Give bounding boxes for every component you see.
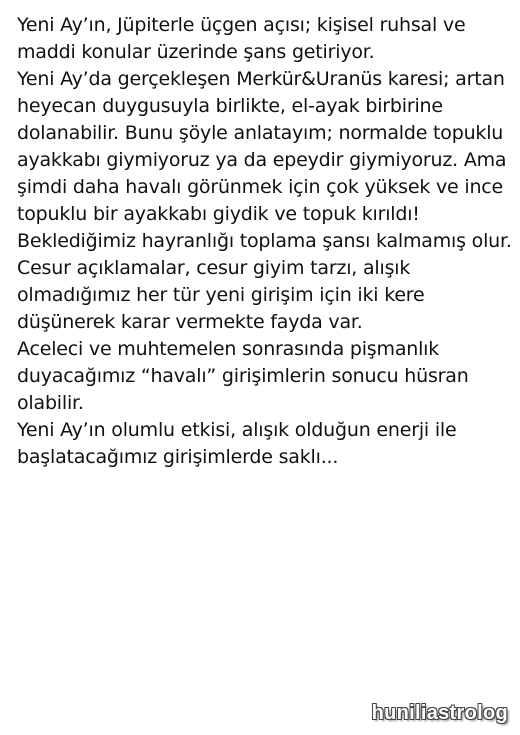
paragraph-hasty-ventures: Aceleci ve muhtemelen sonrasında pişmanlık duyacağımız “havalı” girişimlerin sonucu hüsran olabilir. [17, 338, 469, 414]
paragraph-jupiter-trine: Yeni Ay’ın, Jüpiterle üçgen açısı; kişisel ruhsal ve maddi konular üzerinde şans getiriyor. [17, 14, 466, 63]
paragraph-bold-decisions: Cesur açıklamalar, cesur giyim tarzı, alışık olmadığımız her tür yeni girişim için iki kere düşünerek karar vermekte fayda var. [17, 257, 425, 333]
paragraph-mercury-uranus-square: Yeni Ay’da gerçekleşen Merkür&Uranüs karesi; artan heyecan duygusuyla birlikte, el-ayak birbirine dolanabilir. Bunu şöyle anlatayım; normalde topuklu ayakkabı giymiyoruz ya da epeydir giymiyoruz. Ama şimdi daha havalı görünmek için çok yüksek ve ince topuklu bir ayakkabı giydik ve topuk kırıldı! Beklediğimiz hayranlığı toplama şansı kalmamış olur. [17, 68, 512, 252]
article-text [17, 12, 512, 471]
watermark: huniliastrolog [371, 702, 508, 724]
paragraph-positive-effect: Yeni Ay’ın olumlu etkisi, alışık olduğun enerji ile başlatacağımız girişimlerde saklı... [17, 419, 457, 468]
